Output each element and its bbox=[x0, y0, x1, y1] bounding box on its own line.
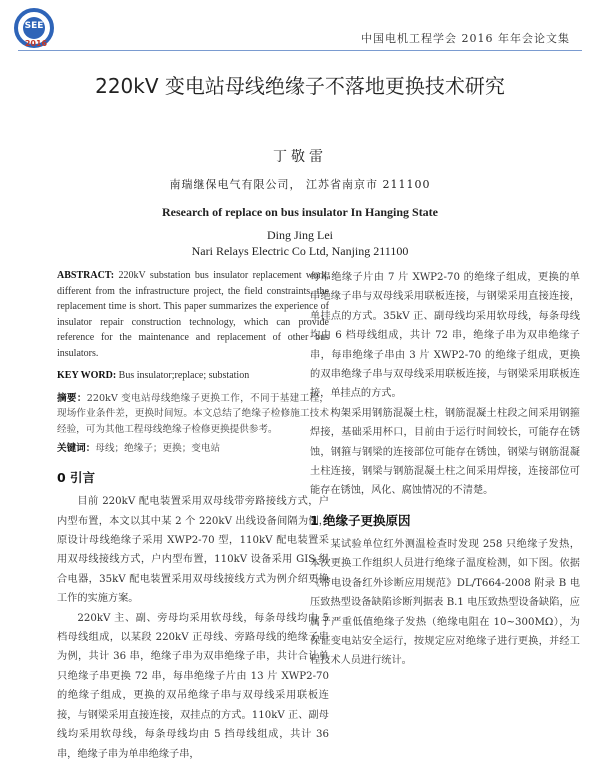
keywords-label-en: KEY WORD: bbox=[57, 370, 117, 381]
abstract-text-cn: 220kV 变电站母线绝缘子更换工作，不同于基建工程，现场作业条件差，更换时间短。本文总结了绝缘子检修施工技术经验，可为其他工程母线绝缘子检修更换提供参考。 bbox=[57, 393, 329, 435]
header-rule bbox=[18, 50, 582, 51]
abstract-label-en: ABSTRACT: bbox=[57, 270, 115, 281]
left-column bbox=[57, 268, 329, 768]
section-heading-intro: 0 引言 bbox=[57, 470, 96, 486]
paper-title: 220kV 变电站母线绝缘子不落地更换技术研究 bbox=[95, 74, 505, 98]
abstract-text-en: 220kV substation bus insulator replacement work, different from the infrastructure project, the field constraints, the replacement time is short. This paper summarizes the experience of insulator repair construction technology, which can provide reference for the maintenance and replacement of other bus insulators. bbox=[57, 270, 329, 359]
keywords-cn bbox=[57, 441, 329, 456]
affiliation-cn: 南瑞继保电气有限公司， 江苏省南京市 211100 bbox=[169, 178, 431, 191]
author-en: Ding Jing Lei bbox=[267, 228, 333, 242]
intro-paragraph-1: 目前 220kV 配电装置采用双母线带旁路接线方式，户内型布置，本文以其中某 2 个 220kV 出线设备间隔为例，原设计母线绝缘子采用 XWP2-70 型，110kV 配电装置采用双母线接线方式，户内型布置，110kV 设备采用 GIS 组合电器，35kV 配电装置采用双母线接线方式为例介绍更换工作的实施方案。 bbox=[57, 496, 329, 605]
logo-year: 2016 bbox=[24, 39, 48, 48]
intro-paragraph-2: 220kV 主、副、旁母均采用软母线，每条母线均由 5 档母线组成，以某段 220kV 正母线、旁路母线的绝缘子串为例，共计 36 串，绝缘子串为双串绝缘子串，共计合计单只绝缘子串更换 72 串，每串绝缘子片由 13 片 XWP2-70 的绝缘子组成，更换的双吊绝缘子串与双母线采用联板连接，与钢梁采用直接连接，双挂点的方式。110kV 正、副母线均采用软母线，每条母线均由 5 挡母线组成，共计 36 串，绝缘子串为单串绝缘子串， bbox=[57, 612, 329, 760]
abstract-en bbox=[57, 268, 329, 361]
section-1-paragraph: 某试验单位红外测温检查时发现 258 只绝缘子发热，本次更换工作组织人员进行绝缘子温度检测，如下图。依据《带电设备红外诊断应用规范》DL/T664-2008 附录 B 电压致热型设备缺陷诊断判据表 B.1 电压致热型设备缺陷，应属于严重低值绝缘子发热（绝缘电阻在 10~300MΩ），为保证变电站安全运行，按规定应对绝缘子进行更换，并经工程技术人员进行统计。 bbox=[310, 538, 580, 667]
author-cn: 丁敬雷 bbox=[273, 149, 327, 165]
keywords-text-cn: 母线；绝缘子；更换；变电站 bbox=[95, 443, 221, 455]
section-heading-1: 1 绝缘子更换原因 bbox=[310, 512, 411, 528]
right-column bbox=[310, 268, 580, 768]
running-head: 中国电机工程学会 2016 年年会论文集 bbox=[361, 32, 570, 45]
body-paragraph-structure: 构架采用钢筋混凝土柱，钢筋混凝土柱段之间采用钢箍焊接，基础采用杯口，目前由于运行时间较长，可能存在锈蚀，钢箍与钢梁的连接部位可能存在锈蚀，钢梁与钢筋混凝土柱连接，钢梁与钢筋混凝土柱之间采用焊接，连接部位可能存在锈蚀，风化、腐蚀情况的不清楚。 bbox=[310, 407, 580, 497]
conference-logo bbox=[14, 8, 60, 50]
abstract-cn bbox=[57, 391, 329, 437]
body-paragraph-continued: 每串绝缘子片由 7 片 XWP2-70 的绝缘子组成，更换的单串绝缘子串与双母线采用联板连接，与钢梁采用直接连接，单挂点的方式。35kV 正、副母线均采用软母线，每条母线均由 6 档母线组成，共计 72 串，绝缘子串为双串绝缘子串，每串绝缘子串由 3 片 XWP2-70 的绝缘子组成，更换的双串绝缘子串与双母线采用联板连接，与钢梁采用联板连接，单挂点的方式。 bbox=[310, 272, 580, 400]
abstract-label-cn: 摘要： bbox=[57, 393, 87, 404]
keywords-label-cn: 关键词： bbox=[57, 443, 96, 455]
keywords-en bbox=[57, 368, 329, 383]
keywords-text-en: Bus insulator;replace; substation bbox=[116, 370, 250, 381]
paper-title-en: Research of replace on bus insulator In Hanging State bbox=[161, 205, 439, 219]
logo-text: SEE bbox=[24, 21, 44, 31]
affiliation-en: Nari Relays Electric Co Ltd, Nanjing 211100 bbox=[191, 244, 409, 258]
